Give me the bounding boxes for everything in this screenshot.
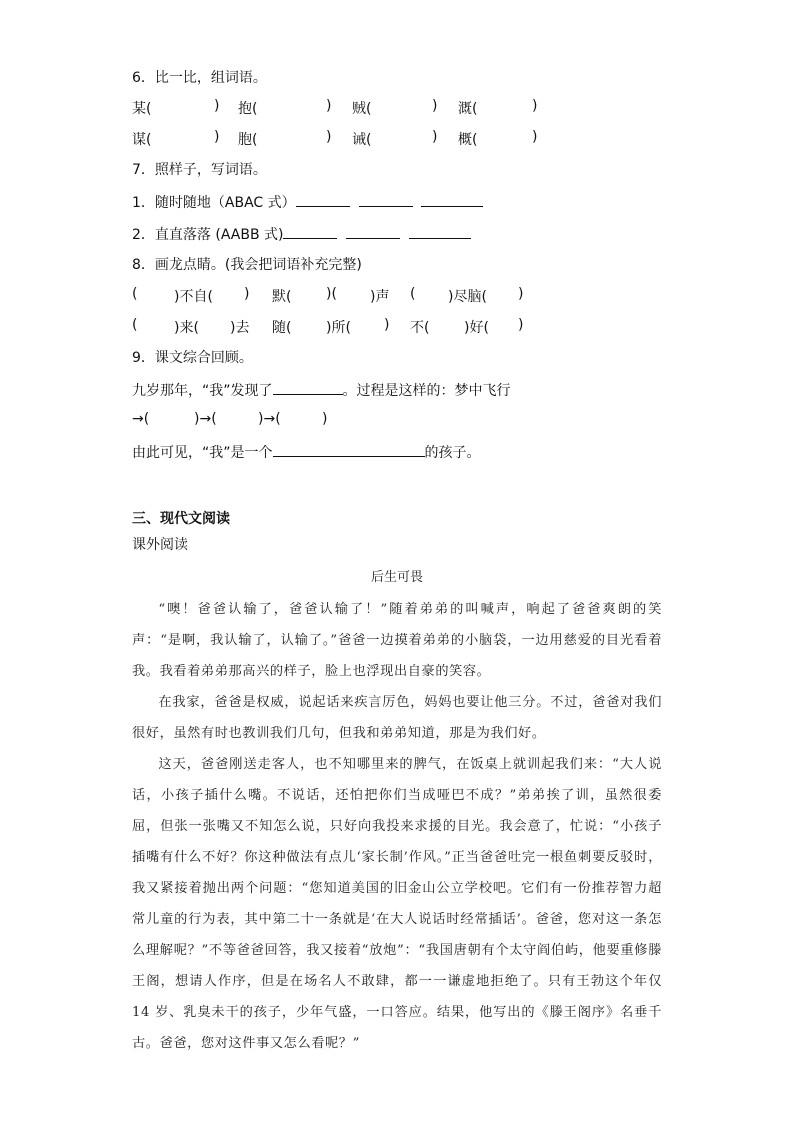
q8-r2-p2: )来(: [174, 320, 199, 336]
q6-r1-c4-end: ): [532, 98, 538, 114]
story-title: 后生可畏: [370, 570, 423, 585]
q9-title: 9．课文综合回顾。: [132, 350, 253, 366]
q8-r1-p6: )声: [370, 289, 390, 305]
story-body: [132, 594, 662, 1059]
q6-r2-c4: 概(: [458, 132, 478, 148]
q8-r2-p5: )所(: [326, 320, 351, 336]
q9-flow-4: ): [322, 411, 328, 427]
q8-r2-p7: 不(: [410, 320, 430, 336]
q8-title: 8．画龙点睛。(我会把词语补充完整): [132, 257, 362, 273]
q7-item1-blank-3[interactable]: [421, 192, 483, 207]
q9-flow-3: )→(: [258, 411, 281, 427]
q9-flow-2: )→(: [194, 411, 217, 427]
q6-r2-c2-end: ): [326, 129, 332, 145]
q9-character-blank[interactable]: [273, 442, 425, 457]
q7-item2-blank-3[interactable]: [409, 224, 471, 239]
q8-r2-p1: (: [132, 317, 138, 333]
q8-r2-p6: ): [384, 317, 390, 333]
q7-item2-label: 2．直直落落 (AABB 式): [132, 227, 284, 243]
q6-r2-c2: 胞(: [238, 132, 258, 148]
q7-item2-blank-1[interactable]: [283, 224, 337, 239]
q9-flow-1: →(: [132, 411, 150, 427]
q9-line3: [132, 442, 481, 463]
q6-r1-c1-end: ): [214, 98, 220, 114]
q6-r1-c2: 抱(: [238, 101, 258, 117]
q6-r1-c1: 某(: [132, 101, 152, 117]
q6-r2-c3-end: ): [432, 129, 438, 145]
q8-r1-p7: (: [410, 286, 416, 302]
q6-title: 6．比一比，组词语。: [132, 70, 267, 86]
q8-r2-p8: )好(: [464, 320, 489, 336]
q6-r1-c3: 贼(: [352, 101, 372, 117]
q6-r2-c4-end: ): [532, 129, 538, 145]
q8-r2-p9: ): [518, 317, 524, 333]
q8-r1-p4: 默(: [272, 289, 292, 305]
story-paragraph-1: “噢！爸爸认输了，爸爸认输了！”随着弟弟的叫喊声，响起了爸爸爽朗的笑声：“是啊，我认输了，认输了。”爸爸一边摸着弟弟的小脑袋，一边用慈爱的目光看着我。我看着弟弟那高兴的样子，脸上也浮现出自豪的笑容。: [132, 602, 662, 679]
q6-r1-c4: 溉(: [458, 101, 478, 117]
q8-r1-p9: ): [518, 286, 524, 302]
q9-line3-b: 的孩子。: [424, 445, 481, 461]
q7-item2: [132, 224, 471, 245]
q8-r1-p1: (: [132, 286, 138, 302]
q8-r2-p3: )去: [230, 320, 250, 336]
section3-sub: 课外阅读: [132, 537, 188, 553]
q9-discovery-blank[interactable]: [273, 380, 343, 395]
q7-item1-blank-1[interactable]: [296, 192, 350, 207]
story-paragraph-2: 在我家，爸爸是权威，说起话来疾言厉色，妈妈也要让他三分。不过，爸爸对我们很好，虽然有时也教训我们几句，但我和弟弟知道，那是为我们好。: [132, 695, 662, 741]
q7-item1-label: 1．随时随地（ABAC 式）: [132, 195, 296, 211]
q8-r1-p2: )不自(: [174, 289, 213, 305]
q6-r2-c1-end: ): [214, 129, 220, 145]
q9-line1: [132, 380, 511, 401]
q7-item2-blank-2[interactable]: [346, 224, 400, 239]
q8-r1-p5: )(: [326, 286, 337, 302]
section3-heading: 三、现代文阅读: [132, 511, 230, 527]
q7-item1-blank-2[interactable]: [359, 192, 413, 207]
q6-r2-c3: 诫(: [352, 132, 372, 148]
q6-r2-c1: 谋(: [132, 132, 152, 148]
q9-line1-b: 。过程是这样的：梦中飞行: [342, 383, 511, 399]
q6-r1-c3-end: ): [432, 98, 438, 114]
q8-r2-p4: 随(: [272, 320, 292, 336]
story-paragraph-3: 这天，爸爸刚送走客人，也不知哪里来的脾气，在饭桌上就训起我们来：“大人说话，小孩子插什么嘴。不说话，还怕把你们当成哑巴不成？”弟弟挨了训，虽然很委屈，但张一张嘴又不知怎么说，只好向我投来求援的目光。我会意了，忙说：“小孩子插嘴有什么不好？你这种做法有点儿‘家长制’作风。”正当爸爸吐完一根鱼刺要反驳时，我又紧接着抛出两个问题：“您知道美国的旧金山公立学校吧。它们有一份推荐智力超常儿童的行为表，其中第二十一条就是‘在大人说话时经常插话’。爸爸，您对这一条怎么理解呢？”不等爸爸回答，我又接着“放炮”：“我国唐朝有个太守阎伯屿，他要重修滕王阁，想请人作序，但是在场名人不敢肆，都一一谦虚地拒绝了。只有王勃这个年仅 14 岁、乳臭未干的孩子，少年气盛，一口答应。结果，他写出的《滕王阁序》名垂千古。爸爸，您对这件事又怎么看呢？”: [132, 757, 662, 1051]
q6-r1-c2-end: ): [326, 98, 332, 114]
q9-line1-a: 九岁那年，“我”发现了: [132, 383, 273, 399]
q7-item1: [132, 192, 483, 213]
q8-r1-p3: ): [244, 286, 250, 302]
q7-title: 7．照样子，写词语。: [132, 162, 267, 178]
q8-r1-p8: )尽脑(: [448, 289, 487, 305]
q9-line3-a: 由此可见，“我”是一个: [132, 445, 273, 461]
